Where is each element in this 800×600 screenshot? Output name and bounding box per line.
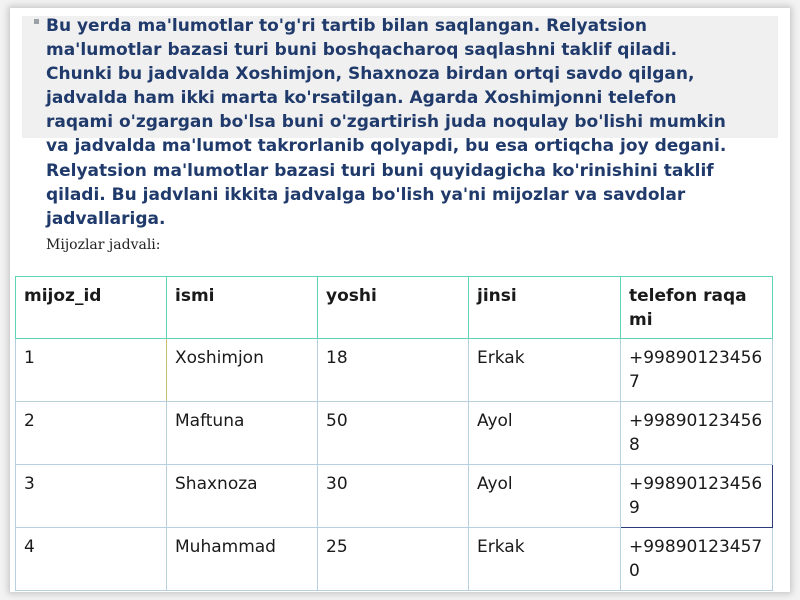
cell-mijoz-id: 3 xyxy=(16,465,167,528)
cell-mijoz-id: 1 xyxy=(16,339,167,402)
cell-ismi: Shaxnoza xyxy=(167,465,318,528)
cell-mijoz-id: 2 xyxy=(16,402,167,465)
cell-jinsi: Ayol xyxy=(469,465,621,528)
customers-table xyxy=(15,276,773,591)
header-yoshi: yoshi xyxy=(318,277,469,339)
cell-yoshi: 18 xyxy=(318,339,469,402)
header-jinsi: jinsi xyxy=(469,277,621,339)
table-row xyxy=(16,465,773,528)
cell-yoshi: 25 xyxy=(318,528,469,591)
cell-telefon: +998901234569 xyxy=(621,465,773,528)
header-telefon-raqami: telefon raqami xyxy=(621,277,773,339)
table-caption: Mijozlar jadvali: xyxy=(46,237,161,253)
bullet-item xyxy=(46,14,736,231)
description-paragraph: Bu yerda ma'lumotlar to'g'ri tartib bilan saqlangan. Relyatsion ma'lumotlar bazasi turi buni boshqacharoq saqlashni taklif qiladi. Chunki bu jadvalda Xoshimjon, Shaxnoza birdan ortqi savdo qilgan, jadvalda ham ikki marta ko'rsatilgan. Agarda Xoshimjonni telefon raqami o'zgargan bo'lsa buni o'zgartirish juda noqulay bo'lishi mumkin va jadvalda ma'lumot takrorlanib qolyapdi, bu esa ortiqcha joy degani. Relyatsion ma'lumotlar bazasi turi buni quyidagicha ko'rinishini taklif qiladi. Bu jadvlani ikkita jadvalga bo'lish ya'ni mijozlar va savdolar jadvallariga. xyxy=(46,16,727,229)
cell-telefon: +998901234568 xyxy=(621,402,773,465)
header-ismi: ismi xyxy=(167,277,318,339)
cell-yoshi: 50 xyxy=(318,402,469,465)
table-row xyxy=(16,339,773,402)
table-header-row xyxy=(16,277,773,339)
cell-ismi: Xoshimjon xyxy=(167,339,318,402)
cell-jinsi: Erkak xyxy=(469,528,621,591)
cell-jinsi: Ayol xyxy=(469,402,621,465)
bullet-square-icon xyxy=(34,19,39,24)
cell-yoshi: 30 xyxy=(318,465,469,528)
header-mijoz-id: mijoz_id xyxy=(16,277,167,339)
table-row xyxy=(16,402,773,465)
cell-ismi: Muhammad xyxy=(167,528,318,591)
cell-mijoz-id: 4 xyxy=(16,528,167,591)
cell-jinsi: Erkak xyxy=(469,339,621,402)
cell-ismi: Maftuna xyxy=(167,402,318,465)
cell-telefon: +998901234567 xyxy=(621,339,773,402)
table-row xyxy=(16,528,773,591)
cell-telefon: +998901234570 xyxy=(621,528,773,591)
